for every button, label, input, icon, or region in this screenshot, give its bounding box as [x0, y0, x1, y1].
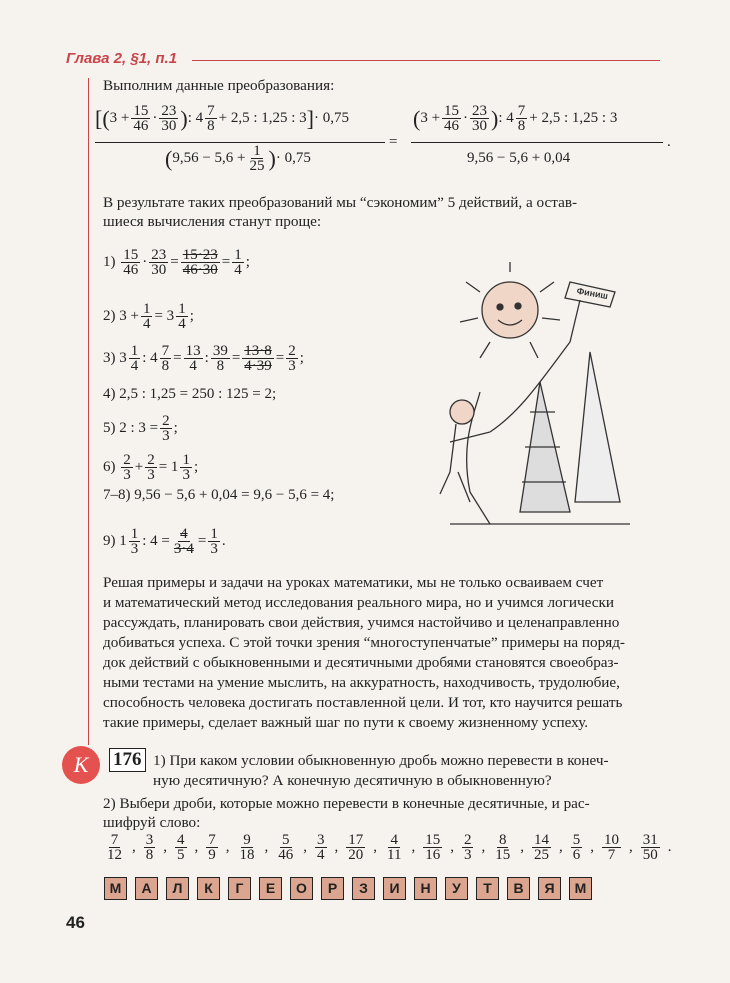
- task-q2-line1: 2) Выбери дроби, которые можно перевести в конечные десятичные, и рас-: [103, 795, 590, 812]
- step-2: 2) 3 + $\frac{1}{4}$ = 3 $\frac{1}{4}$ ;: [103, 301, 194, 332]
- letter-card: К: [197, 877, 220, 900]
- step-4: 4) 2,5 : 1,25 = 250 : 125 = 2;: [103, 386, 277, 402]
- step-1: 1) $\frac{15}{46}$ · $\frac{23}{30}$ = $\frac{15\cdot 23}{46\cdot 30}$ = $\frac{1}{4}$ ;: [103, 247, 250, 278]
- fraction-item: $\frac{15}{16}$: [425, 832, 441, 863]
- para2-line: док действий с обыкновенными и десятичными дробями становятся своеобраз-: [103, 654, 619, 671]
- fraction-item: $\frac{4}{11}$: [387, 832, 402, 863]
- para1-line1: В результате таких преобразований мы “сэкономим” 5 действий, а остав-: [103, 194, 578, 211]
- climber-illustration: [420, 262, 630, 534]
- step-3: 3) 3 $\frac{1}{4}$ : 4 $\frac{7}{8}$ = $\frac{13}{4}$ : $\frac{39}{8}$ = $\frac{13\cdot 8}{4\cdot 39}$ = $\frac{2}{3}$ ;: [103, 343, 304, 374]
- big-formula: [( 3 + $\frac{15}{46}$ · $\frac{23}{30}$ ) : 4 $\frac{7}{8}$ + 2,5 : 1,25 : 3 ] · 0,75 ( 9,56 − 5,6 + $\frac{1}{25}$ ) · 0,75 = ( 3 + $\frac{15}{46}$ · $\frac{23}{30}$ ) : 4 $\frac{7}{8}$ + 2,5 : 1,25 : 3 9,56 − 5,6 + 0,04 .: [95, 103, 671, 174]
- letter-cards: [104, 877, 592, 900]
- fraction-item: $\frac{9}{18}$: [239, 832, 255, 863]
- letter-card: А: [135, 877, 158, 900]
- step-9: 9) 1 $\frac{1}{3}$ : 4 = $\frac{4}{3\cdot 4}$ = $\frac{1}{3}$ .: [103, 526, 226, 557]
- header-rule: [192, 60, 660, 61]
- para2-line: способность человека достигать поставленной цели. И тот, кто научится решать: [103, 694, 623, 711]
- fraction-item: $\frac{17}{20}$: [348, 832, 364, 863]
- fraction-list: $\frac{7}{12}$ , $\frac{3}{8}$ , $\frac{4}{5}$ , $\frac{7}{9}$ , $\frac{9}{18}$ , $\frac{5}{46}$ , $\frac{3}{4}$ , $\frac{17}{20}$ , $\frac{4}{11}$ , $\frac{15}{16}$ , $\frac{2}{3}$ , $\frac{8}{15}$ , $\frac{14}{25}$ , $\frac{5}{6}$ , $\frac{10}{7}$ , $\frac{31}{50}$ .: [107, 832, 672, 863]
- step-5: 5) 2 : 3 = $\frac{2}{3}$ ;: [103, 413, 178, 444]
- k-badge-icon: К: [62, 746, 100, 784]
- fraction-item: $\frac{10}{7}$: [603, 832, 619, 863]
- para2-line: ными тестами на умение мыслить, на аккуратность, находчивость, трудолюбие,: [103, 674, 620, 691]
- letter-card: Л: [166, 877, 189, 900]
- task-q1-line1: 1) При каком условии обыкновенную дробь можно перевести в конеч-: [153, 752, 609, 769]
- fraction-item: $\frac{2}{3}$: [463, 832, 472, 863]
- letter-card: Я: [538, 877, 561, 900]
- letter-card: З: [352, 877, 375, 900]
- fraction-item: $\frac{4}{5}$: [177, 832, 185, 863]
- step-7-8: 7–8) 9,56 − 5,6 + 0,04 = 9,6 − 5,6 = 4;: [103, 487, 335, 503]
- fraction-item: $\frac{5}{46}$: [278, 832, 294, 863]
- letter-card: Н: [414, 877, 437, 900]
- letter-card: О: [290, 877, 313, 900]
- para2-line: Решая примеры и задачи на уроках математики, мы не только осваиваем счет: [103, 574, 604, 591]
- fraction-item: $\frac{3}{8}$: [145, 832, 154, 863]
- letter-card: Е: [259, 877, 282, 900]
- intro-text: Выполним данные преобразования:: [103, 77, 335, 94]
- letter-card: И: [383, 877, 406, 900]
- fraction-item: $\frac{31}{50}$: [642, 832, 658, 863]
- chapter-header: Глава 2, §1, п.1: [66, 50, 178, 67]
- task-q2-line2: шифруй слово:: [103, 814, 201, 831]
- letter-card: М: [569, 877, 592, 900]
- fraction-item: $\frac{5}{6}$: [572, 832, 581, 863]
- letter-card: Т: [476, 877, 499, 900]
- letter-card: В: [507, 877, 530, 900]
- para2-line: и математический метод исследования реального мира, но и учимся логически: [103, 594, 614, 611]
- margin-bar: [88, 78, 89, 745]
- letter-card: М: [104, 877, 127, 900]
- fraction-item: $\frac{3}{4}$: [317, 832, 325, 863]
- para1-line2: шиеся вычисления станут проще:: [103, 213, 322, 230]
- task-number: 176: [109, 748, 146, 772]
- letter-card: Г: [228, 877, 251, 900]
- letter-card: Р: [321, 877, 344, 900]
- fraction-item: $\frac{7}{9}$: [208, 832, 216, 863]
- letter-card: У: [445, 877, 468, 900]
- fraction-item: $\frac{8}{15}$: [495, 832, 511, 863]
- step-6: 6) $\frac{2}{3}$ + $\frac{2}{3}$ = 1 $\frac{1}{3}$ ;: [103, 452, 199, 483]
- para2-line: рассуждать, планировать свои действия, учимся настойчиво и целенаправленно: [103, 614, 620, 631]
- task-q1-line2: ную десятичную? А конечную десятичную в обыкновенную?: [153, 772, 552, 789]
- para2-line: добиваться успеха. С этой точки зрения “многоступенчатые” примеры на поряд-: [103, 634, 625, 651]
- fraction-item: $\frac{14}{25}$: [533, 832, 549, 863]
- finish-sign: Финиш: [575, 285, 609, 302]
- para2-line: такие примеры, сделает важный шаг по пути к своему жизненному успеху.: [103, 714, 589, 731]
- page-number: 46: [66, 913, 85, 932]
- fraction-item: $\frac{7}{12}$: [107, 832, 122, 863]
